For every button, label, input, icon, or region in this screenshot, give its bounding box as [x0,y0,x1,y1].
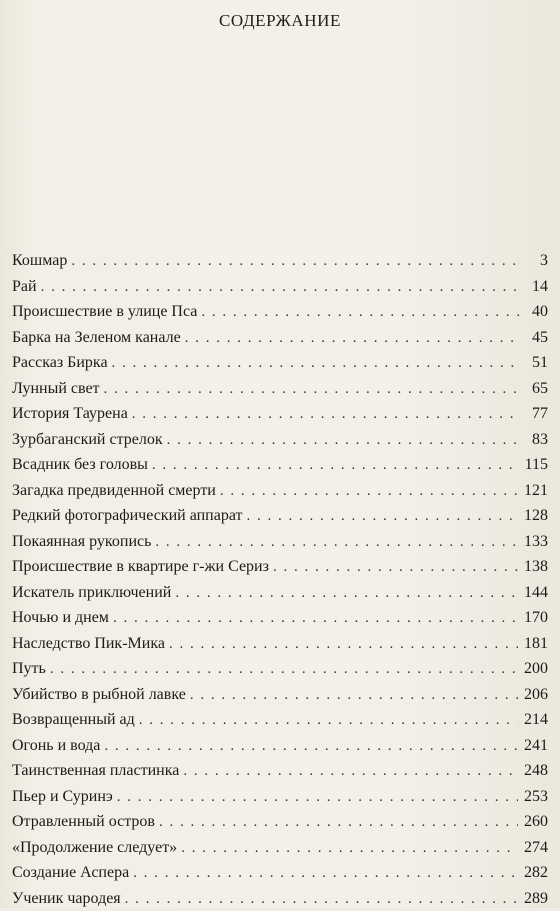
toc-entry-title: Огонь и вода [12,733,104,759]
toc-entry [12,656,548,682]
dot-leader [139,708,518,733]
toc-entry-title: Рассказ Бирка [12,350,112,376]
toc-entry-title: Лунный свет [12,376,104,402]
toc-entry-page-number: 253 [518,784,548,810]
dot-leader [167,428,520,453]
toc-entry-page-number: 248 [518,758,548,784]
toc-entry-title: Таинственная пластинка [12,758,183,784]
toc-entry [12,325,548,351]
toc-entry [12,682,548,708]
dot-leader [220,479,518,504]
toc-entry-title: Убийство в рыбной лавке [12,682,190,708]
toc-entry-page-number: 83 [520,427,548,453]
toc-entry-title: Загадка предвиденной смерти [12,478,220,504]
toc-entry-page-number: 51 [520,350,548,376]
table-of-contents [12,248,548,911]
toc-entry-title: Происшествие в квартире г-жи Сериз [12,554,273,580]
toc-entry-page-number: 282 [518,860,548,886]
toc-entry-page-number: 40 [520,299,548,325]
toc-entry-page-number: 14 [520,274,548,300]
toc-entry [12,478,548,504]
toc-entry-page-number: 138 [518,554,548,580]
dot-leader [50,657,518,682]
dot-leader [155,530,518,555]
toc-entry [12,631,548,657]
toc-entry-page-number: 260 [518,809,548,835]
dot-leader [190,683,518,708]
dot-leader [104,734,518,759]
dot-leader [159,810,518,835]
toc-entry-page-number: 77 [520,401,548,427]
toc-entry [12,529,548,555]
toc-entry-title: Путь [12,656,50,682]
toc-entry [12,503,548,529]
toc-entry [12,580,548,606]
toc-entry-page-number: 181 [518,631,548,657]
dot-leader [273,555,518,580]
toc-entry [12,452,548,478]
toc-entry-page-number: 200 [518,656,548,682]
toc-entry-title: Зурбаганский стрелок [12,427,167,453]
toc-entry-title: Ученик чародея [12,886,125,911]
dot-leader [132,402,520,427]
toc-entry [12,427,548,453]
toc-entry [12,554,548,580]
toc-entry-title: История Таурена [12,401,132,427]
toc-entry-title: Искатель приключений [12,580,175,606]
toc-entry-title: Создание Аспера [12,860,133,886]
toc-entry [12,809,548,835]
dot-leader [41,275,520,300]
toc-entry-page-number: 241 [518,733,548,759]
toc-entry-page-number: 128 [518,503,548,529]
toc-entry [12,886,548,911]
dot-leader [104,377,520,402]
toc-entry [12,707,548,733]
toc-entry-page-number: 144 [518,580,548,606]
dot-leader [183,759,518,784]
dot-leader [125,887,518,911]
toc-entry-page-number: 170 [518,605,548,631]
toc-entry-page-number: 133 [518,529,548,555]
dot-leader [152,453,519,478]
dot-leader [175,581,518,606]
toc-entry [12,248,548,274]
dot-leader [201,300,520,325]
toc-entry-page-number: 45 [520,325,548,351]
toc-entry-title: Наследство Пик-Мика [12,631,169,657]
toc-entry-title: Покаянная рукопись [12,529,155,555]
dot-leader [112,351,520,376]
toc-entry-title: Рай [12,274,41,300]
dot-leader [169,632,518,657]
toc-entry [12,758,548,784]
page-title: СОДЕРЖАНИЕ [0,11,560,31]
toc-entry-title: Кошмар [12,248,71,274]
dot-leader [185,326,520,351]
toc-entry [12,274,548,300]
toc-entry-title: Всадник без головы [12,452,152,478]
toc-entry-page-number: 289 [518,886,548,911]
toc-entry-page-number: 65 [520,376,548,402]
toc-entry [12,733,548,759]
toc-entry [12,784,548,810]
toc-entry-title: «Продолжение следует» [12,835,181,861]
toc-entry [12,605,548,631]
toc-entry [12,299,548,325]
toc-entry [12,350,548,376]
toc-entry-title: Барка на Зеленом канале [12,325,185,351]
dot-leader [113,606,518,631]
toc-entry-title: Отравленный остров [12,809,159,835]
toc-entry-title: Происшествие в улице Пса [12,299,201,325]
toc-entry [12,376,548,402]
toc-entry-page-number: 121 [518,478,548,504]
toc-entry-title: Ночью и днем [12,605,113,631]
toc-entry-title: Редкий фотографический аппарат [12,503,247,529]
toc-entry-title: Пьер и Суринэ [12,784,117,810]
toc-entry-title: Возвращенный ад [12,707,139,733]
dot-leader [71,249,520,274]
toc-entry-page-number: 214 [518,707,548,733]
dot-leader [181,836,518,861]
toc-entry-page-number: 206 [518,682,548,708]
dot-leader [133,861,518,886]
toc-entry [12,860,548,886]
dot-leader [117,785,518,810]
toc-entry-page-number: 3 [520,248,548,274]
toc-entry-page-number: 115 [519,452,548,478]
toc-entry [12,401,548,427]
toc-entry [12,835,548,861]
dot-leader [247,504,519,529]
toc-entry-page-number: 274 [518,835,548,861]
